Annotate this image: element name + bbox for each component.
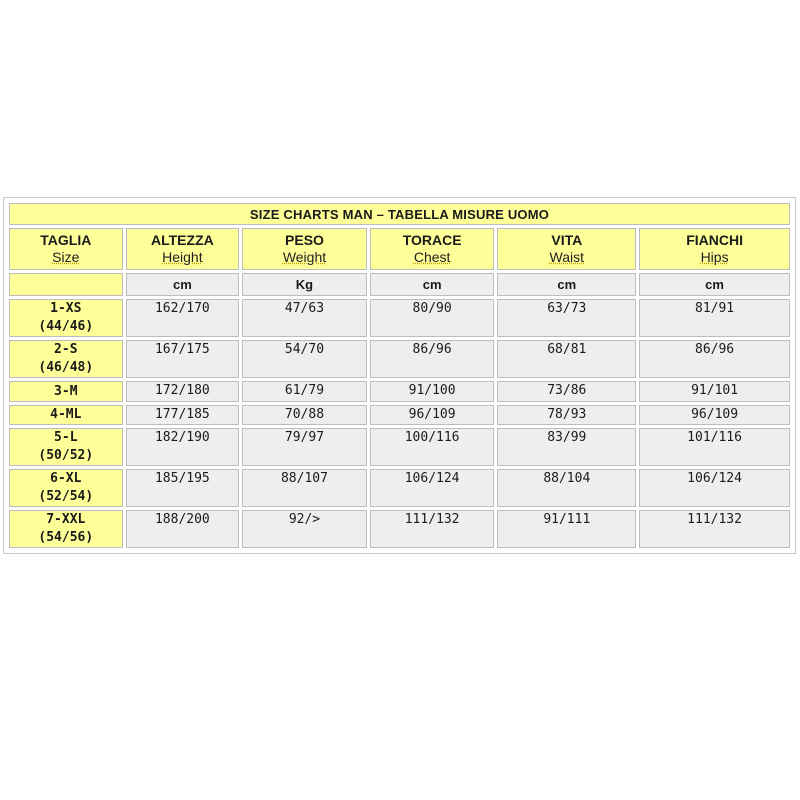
chest-value: 86/96	[370, 340, 495, 378]
height-value: 172/180	[126, 381, 240, 401]
header-chest	[370, 228, 495, 270]
header-main: VITA	[551, 232, 583, 249]
header-sub: Hips	[700, 249, 729, 266]
size-eu: (54/56)	[38, 529, 94, 545]
chest-value: 80/90	[370, 299, 495, 337]
waist-value: 88/104	[497, 469, 636, 507]
size-label	[9, 340, 123, 378]
height-value: 177/185	[126, 405, 240, 425]
header-waist	[497, 228, 636, 270]
size-label	[9, 428, 123, 466]
header-row	[9, 228, 790, 270]
waist-value: 73/86	[497, 381, 636, 401]
header-sub: Waist	[549, 249, 585, 266]
unit-waist: cm	[497, 273, 636, 296]
unit-size	[9, 273, 123, 296]
table-row	[9, 510, 790, 548]
size-label	[9, 299, 123, 337]
header-main: TAGLIA	[40, 232, 92, 249]
size-table	[6, 200, 793, 551]
header-main: FIANCHI	[686, 232, 743, 249]
weight-value: 70/88	[242, 405, 367, 425]
weight-value: 47/63	[242, 299, 367, 337]
size-chart	[3, 197, 796, 554]
size-code: 2-S	[54, 342, 78, 358]
hips-value: 111/132	[639, 510, 790, 548]
size-label	[9, 510, 123, 548]
height-value: 188/200	[126, 510, 240, 548]
header-height	[126, 228, 240, 270]
header-sub: Height	[162, 249, 203, 266]
header-hips	[639, 228, 790, 270]
size-code: 4-ML	[50, 406, 82, 422]
weight-value: 92/>	[242, 510, 367, 548]
unit-weight: Kg	[242, 273, 367, 296]
height-value: 162/170	[126, 299, 240, 337]
unit-height: cm	[126, 273, 240, 296]
size-label	[9, 469, 123, 507]
chest-value: 96/109	[370, 405, 495, 425]
table-row	[9, 428, 790, 466]
size-code: 6-XL	[50, 470, 82, 486]
header-sub: Weight	[282, 249, 327, 266]
size-code: 1-XS	[50, 301, 82, 317]
unit-row	[9, 273, 790, 296]
title-row	[9, 203, 790, 225]
header-main: TORACE	[402, 232, 462, 249]
hips-value: 81/91	[639, 299, 790, 337]
header-main: ALTEZZA	[151, 232, 214, 249]
hips-value: 91/101	[639, 381, 790, 401]
waist-value: 91/111	[497, 510, 636, 548]
size-label	[9, 381, 123, 401]
header-size	[9, 228, 123, 270]
size-eu: (44/46)	[38, 319, 94, 335]
hips-value: 101/116	[639, 428, 790, 466]
chest-value: 106/124	[370, 469, 495, 507]
height-value: 167/175	[126, 340, 240, 378]
unit-hips: cm	[639, 273, 790, 296]
table-row	[9, 469, 790, 507]
unit-chest: cm	[370, 273, 495, 296]
table-row	[9, 405, 790, 425]
waist-value: 63/73	[497, 299, 636, 337]
hips-value: 96/109	[639, 405, 790, 425]
size-eu: (52/54)	[38, 488, 94, 504]
weight-value: 88/107	[242, 469, 367, 507]
header-weight	[242, 228, 367, 270]
size-label	[9, 405, 123, 425]
size-code: 3-M	[54, 383, 78, 399]
size-code: 5-L	[54, 429, 78, 445]
header-sub: Size	[52, 249, 80, 266]
chest-value: 91/100	[370, 381, 495, 401]
size-eu: (50/52)	[38, 447, 94, 463]
table-row	[9, 381, 790, 401]
hips-value: 86/96	[639, 340, 790, 378]
weight-value: 79/97	[242, 428, 367, 466]
chest-value: 111/132	[370, 510, 495, 548]
hips-value: 106/124	[639, 469, 790, 507]
height-value: 185/195	[126, 469, 240, 507]
chest-value: 100/116	[370, 428, 495, 466]
table-row	[9, 299, 790, 337]
size-eu: (46/48)	[38, 360, 94, 376]
waist-value: 78/93	[497, 405, 636, 425]
weight-value: 61/79	[242, 381, 367, 401]
table-row	[9, 340, 790, 378]
waist-value: 83/99	[497, 428, 636, 466]
waist-value: 68/81	[497, 340, 636, 378]
chart-title: SIZE CHARTS MAN – TABELLA MISURE UOMO	[9, 203, 790, 225]
header-sub: Chest	[413, 249, 451, 266]
weight-value: 54/70	[242, 340, 367, 378]
header-main: PESO	[285, 232, 324, 249]
height-value: 182/190	[126, 428, 240, 466]
size-code: 7-XXL	[46, 511, 86, 527]
